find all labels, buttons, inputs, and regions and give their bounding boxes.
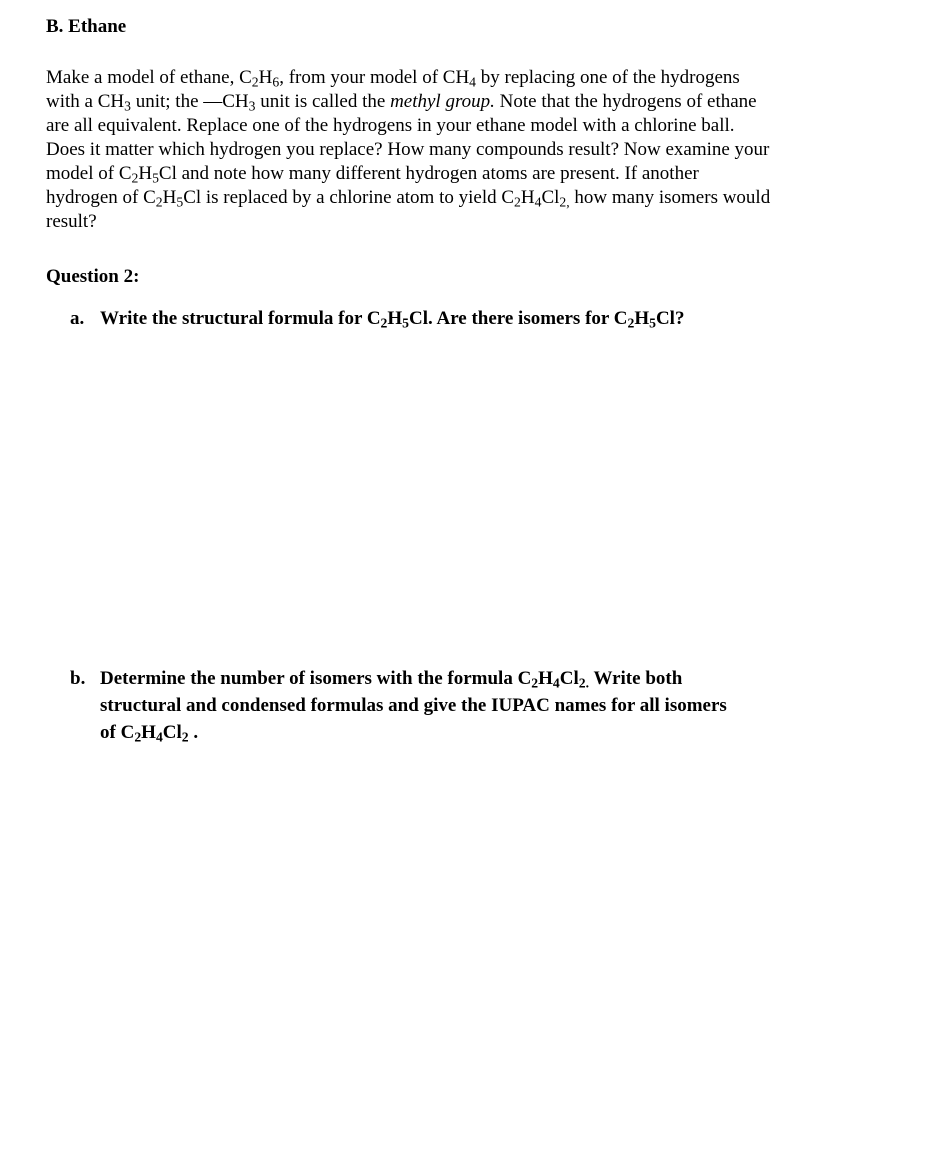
subscript: 2, (559, 194, 570, 210)
subscript: 3 (124, 98, 131, 114)
question-b-line: of $C_2H_4Cl_2$ . (100, 722, 199, 745)
paragraph-line: with a $CH_3$ unit; the $—CH_3$ unit is called the methyl group. Note that the hydrogens of ethane (46, 91, 757, 114)
subscript: 4 (469, 74, 477, 90)
subscript: 5 (402, 315, 410, 331)
paragraph-line: are all equivalent. Replace one of the hydrogens in your ethane model with a chlorine ball. (46, 115, 735, 136)
subscript: 3 (248, 98, 256, 114)
subscript: 2 (514, 194, 521, 210)
question-b-line: structural and condensed formulas and give the IUPAC names for all isomers (100, 695, 727, 716)
subscript: 2 (181, 729, 189, 745)
question-a-marker: a. (70, 308, 85, 329)
subscript: 4 (552, 675, 560, 691)
subscript: 6 (272, 74, 280, 90)
subscript: 5 (649, 315, 656, 331)
question-b-marker: b. (70, 668, 86, 689)
paragraph-line: result? (46, 211, 97, 232)
subscript: 5 (152, 170, 159, 186)
instructions-paragraph (46, 66, 896, 234)
subscript: 2 (251, 74, 259, 90)
subscript: 2 (380, 315, 388, 331)
paragraph-line: model of $C_2H_5Cl$ and note how many different hydrogen atoms are present. If another (46, 163, 699, 186)
subscript: 2 (131, 170, 139, 186)
subscript: 5 (176, 194, 184, 210)
subscript: 4 (155, 729, 163, 745)
section-heading: B. Ethane (46, 16, 127, 37)
subscript: 2 (531, 675, 539, 691)
paragraph-line: Does it matter which hydrogen you replace? How many compounds result? Now examine your (46, 139, 770, 160)
question-a (70, 307, 684, 331)
subscript: 2 (627, 315, 635, 331)
subscript: 2. (578, 675, 590, 691)
question-b-line (70, 665, 727, 692)
emphasis-text: methyl group. (390, 91, 495, 112)
paragraph-line: Make a model of ethane, $C_2H_6$, from your model of $CH_4$ by replacing one of the hydrogens (46, 67, 740, 90)
question-heading: Question 2: (46, 266, 140, 287)
paragraph-line: hydrogen of $C_2H_5Cl$ is replaced by a chlorine atom to yield $C_2H_4Cl_{2,}$ how many isomers would (46, 187, 771, 210)
subscript: 4 (534, 194, 542, 210)
subscript: 2 (155, 194, 163, 210)
subscript: 2 (134, 729, 142, 745)
question-b-text: Determine the number of isomers with the formula $C_2H_4Cl_{2.}$ Write both (100, 668, 683, 691)
question-b (70, 665, 727, 746)
question-a-text: Write the structural formula for $C_2H_5Cl$. Are there isomers for $C_2H_5Cl$? (100, 308, 685, 331)
